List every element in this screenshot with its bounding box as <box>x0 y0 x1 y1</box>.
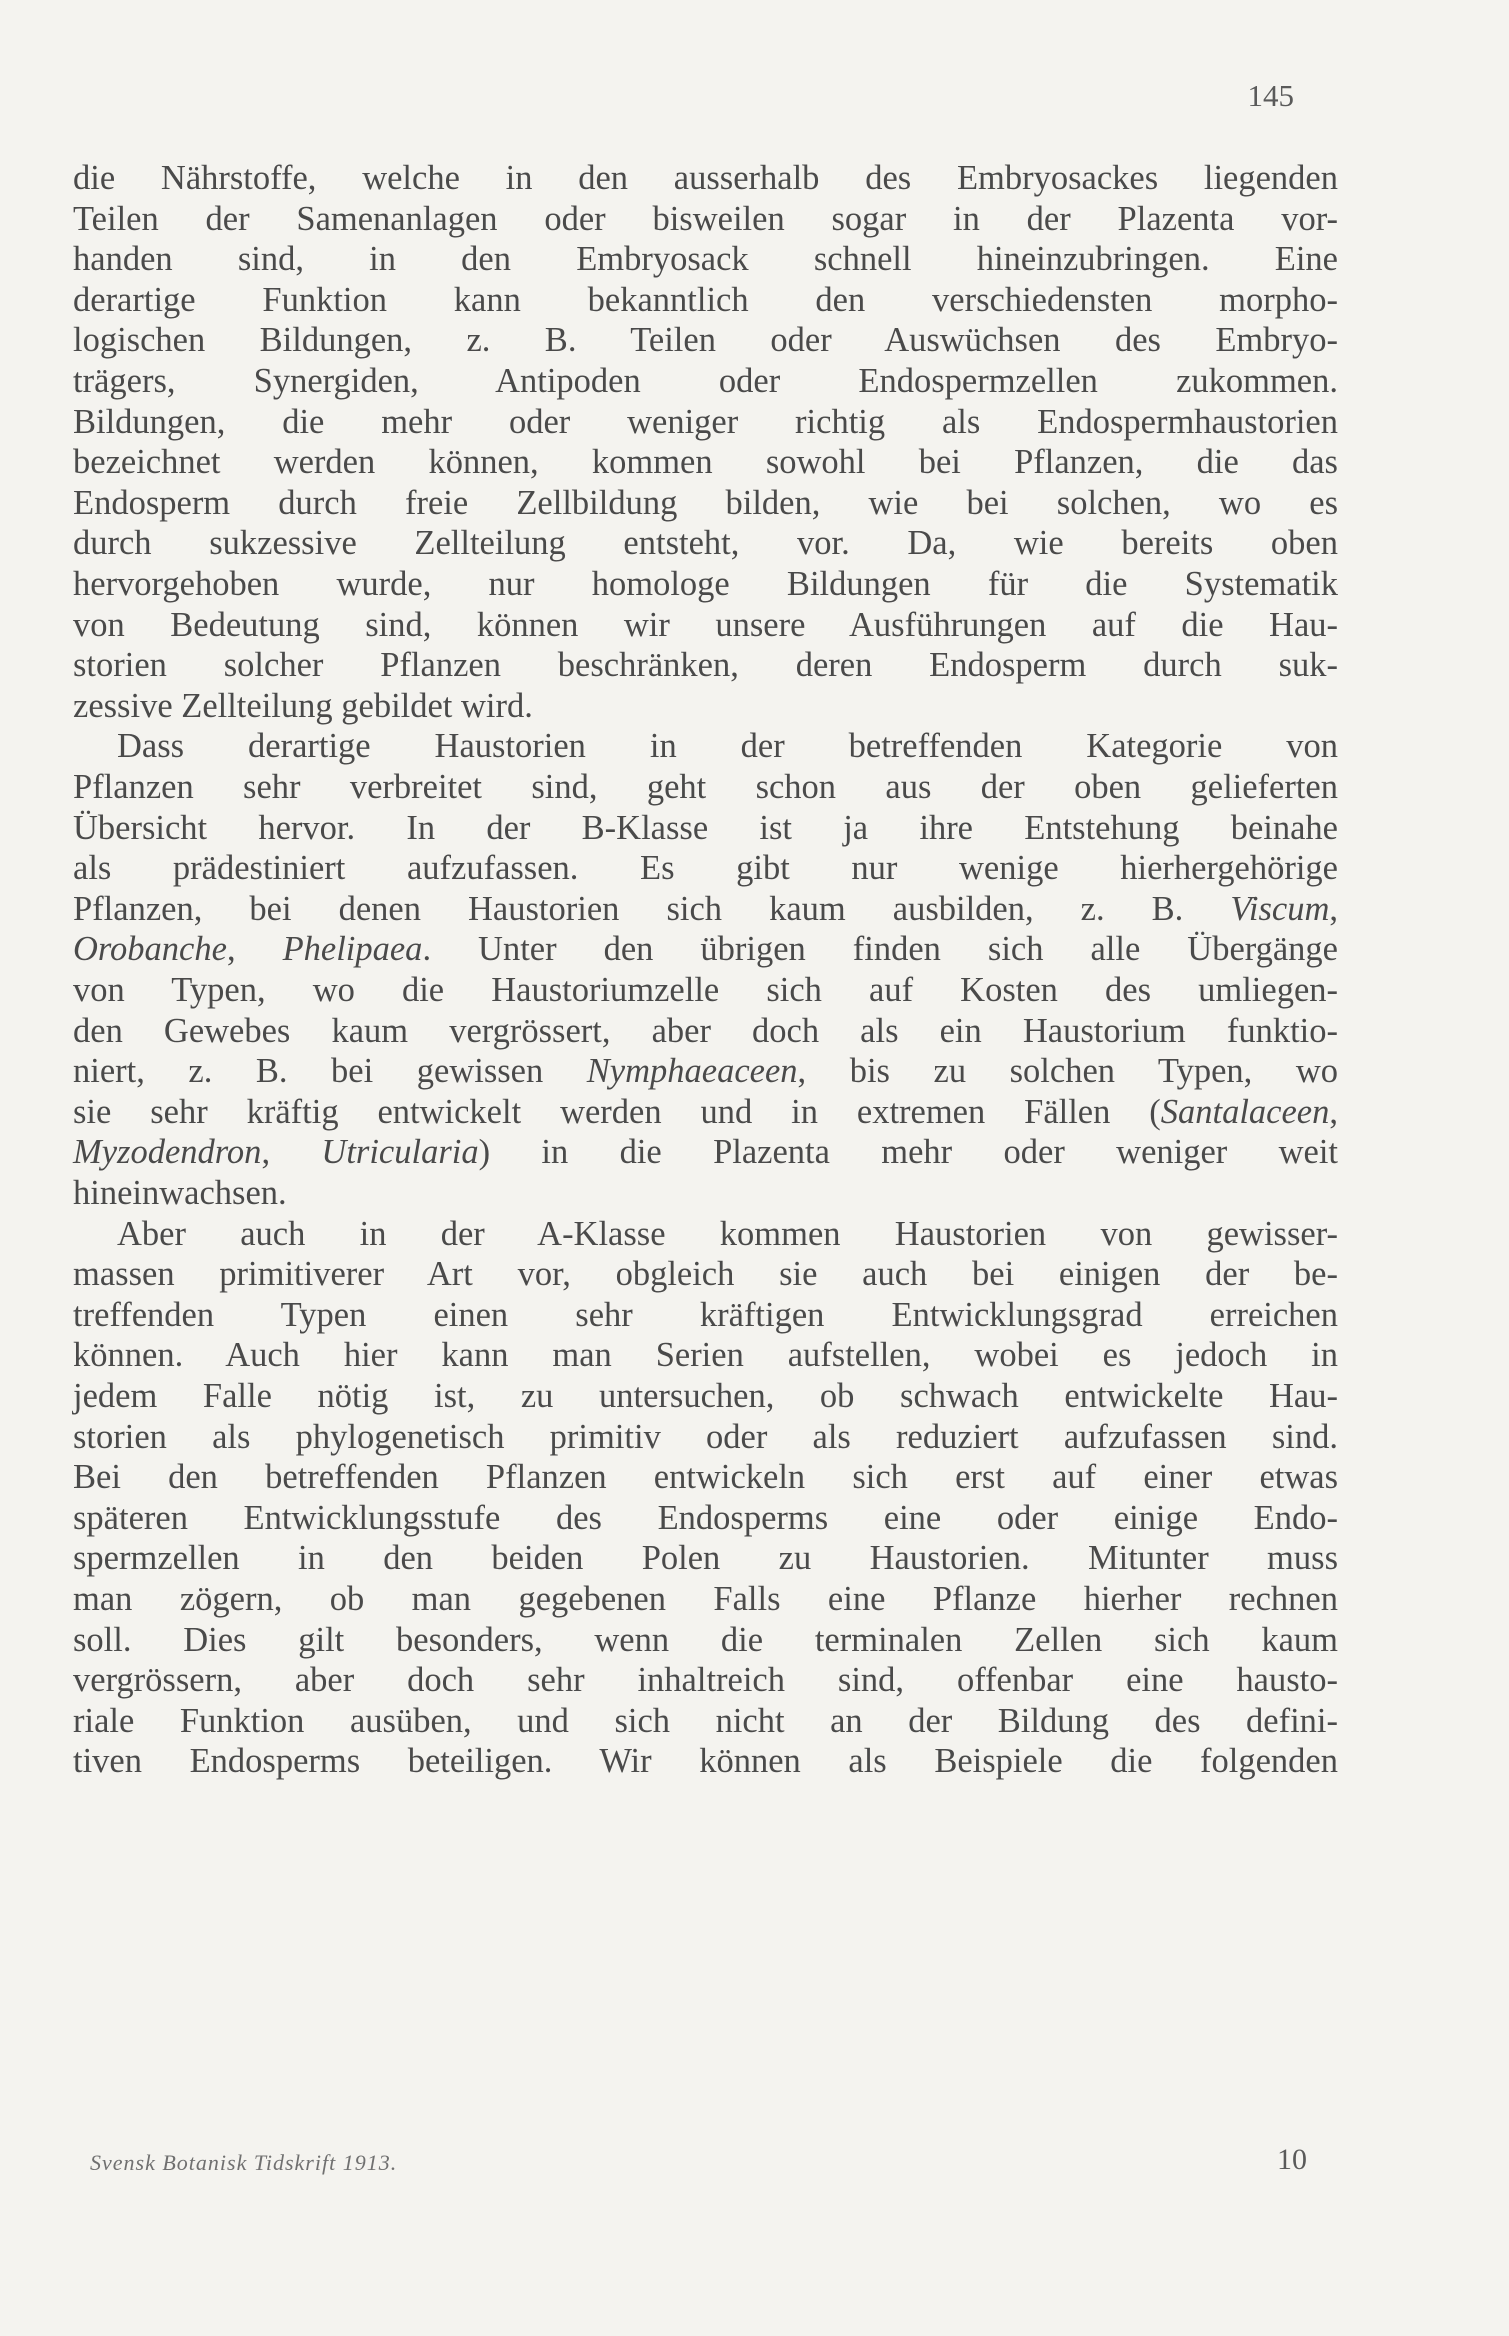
text-line: vergrössern, aber doch sehr inhaltreich sind, offenbar eine hausto- <box>73 1661 1338 1700</box>
text-line: Aber auch in der A-Klasse kommen Haustorien von gewisser- <box>117 1214 1338 1253</box>
text-line: man zögern, ob man gegebenen Falls eine Pflanze hierher rechnen <box>73 1580 1338 1618</box>
text-line: Bildungen, die mehr oder weniger richtig als Endospermhaustorien <box>73 402 1338 441</box>
text-line: die Nährstoffe, welche in den ausserhalb des Embryosackes liegenden <box>73 159 1338 197</box>
text-line: handen sind, in den Embryosack schnell hineinzubringen. Eine <box>73 240 1338 279</box>
text-line: Dass derartige Haustorien in der betreffenden Kategorie von <box>117 727 1338 766</box>
taxon-name: Utricularia <box>321 1133 479 1172</box>
taxon-name: Nymphaeaceen <box>586 1052 798 1091</box>
page-number: 145 <box>1247 78 1294 113</box>
text-line: hervorgehoben wurde, nur homologe Bildungen für die Systematik <box>73 565 1338 603</box>
text-line: trägers, Synergiden, Antipoden oder Endospermzellen zukommen. <box>73 362 1338 400</box>
text-line: Pflanzen, bei denen Haustorien sich kaum ausbilden, z. B. Viscum, <box>73 889 1338 928</box>
text-line: hineinwachsen. <box>73 1174 287 1212</box>
text-line: zessive Zellteilung gebildet wird. <box>73 686 533 725</box>
text-line: derartige Funktion kann bekanntlich den verschiedensten morpho- <box>73 280 1338 319</box>
text-line: tiven Endosperms beteiligen. Wir können als Beispiele die folgenden <box>73 1742 1338 1781</box>
text-line: storien als phylogenetisch primitiv oder als reduziert aufzufassen sind. <box>73 1417 1338 1456</box>
text-line: Endosperm durch freie Zellbildung bilden, wie bei solchen, wo es <box>73 483 1338 522</box>
text-line: Bei den betreffenden Pflanzen entwickeln sich erst auf einer etwas <box>73 1458 1338 1497</box>
text-line: Teilen der Samenanlagen oder bisweilen sogar in der Plazenta vor- <box>73 199 1338 238</box>
text-line: von Typen, wo die Haustoriumzelle sich auf Kosten des umliegen- <box>73 971 1338 1009</box>
taxon-name: Phelipaea <box>282 930 423 969</box>
text-line: späteren Entwicklungsstufe des Endosperms eine oder einige Endo- <box>73 1498 1338 1537</box>
text-line: von Bedeutung sind, können wir unsere Ausführungen auf die Hau- <box>73 605 1338 644</box>
text-line: storien solcher Pflanzen beschränken, deren Endosperm durch suk- <box>73 646 1338 685</box>
journal-footer: Svensk Botanisk Tidskrift 1913. <box>90 2150 398 2175</box>
text-line: riale Funktion ausüben, und sich nicht an der Bildung des defini- <box>73 1701 1338 1740</box>
text-line: bezeichnet werden können, kommen sowohl bei Pflanzen, die das <box>73 443 1338 482</box>
text-line: sie sehr kräftig entwickelt werden und in extremen Fällen (Santalaceen, <box>73 1092 1338 1131</box>
text-line: den Gewebes kaum vergrössert, aber doch als ein Haustorium funktio- <box>73 1011 1338 1050</box>
text-line: durch sukzessive Zellteilung entsteht, vor. Da, wie bereits oben <box>73 524 1338 563</box>
taxon-name: Orobanche <box>73 930 227 969</box>
text-line: Übersicht hervor. In der B-Klasse ist ja ihre Entstehung beinahe <box>73 808 1338 847</box>
text-line: jedem Falle nötig ist, zu untersuchen, ob schwach entwickelte Hau- <box>73 1377 1338 1415</box>
text-line: können. Auch hier kann man Serien aufstellen, wobei es jedoch in <box>73 1336 1338 1375</box>
text-line: als prädestiniert aufzufassen. Es gibt nur wenige hierhergehörige <box>73 849 1338 888</box>
signature-mark: 10 <box>1277 2143 1307 2176</box>
text-line: niert, z. B. bei gewissen Nymphaeaceen, bis zu solchen Typen, wo <box>73 1052 1338 1091</box>
taxon-name: Myzodendron <box>73 1133 262 1172</box>
text-line: Orobanche, Phelipaea. Unter den übrigen finden sich alle Übergänge <box>73 930 1338 969</box>
taxon-name: Viscum <box>1230 889 1330 928</box>
text-line: Myzodendron, Utricularia) in die Plazenta mehr oder weniger weit <box>73 1133 1339 1172</box>
text-line: massen primitiverer Art vor, obgleich sie auch bei einigen der be- <box>73 1255 1338 1294</box>
text-line: Pflanzen sehr verbreitet sind, geht schon aus der oben gelieferten <box>73 768 1338 806</box>
text-line: logischen Bildungen, z. B. Teilen oder Auswüchsen des Embryo- <box>73 321 1338 360</box>
text-line: spermzellen in den beiden Polen zu Haustorien. Mitunter muss <box>73 1539 1338 1578</box>
text-line: treffenden Typen einen sehr kräftigen Entwicklungsgrad erreichen <box>73 1295 1338 1334</box>
text-line: soll. Dies gilt besonders, wenn die terminalen Zellen sich kaum <box>73 1620 1338 1659</box>
taxon-name: Santalaceen <box>1160 1092 1330 1131</box>
